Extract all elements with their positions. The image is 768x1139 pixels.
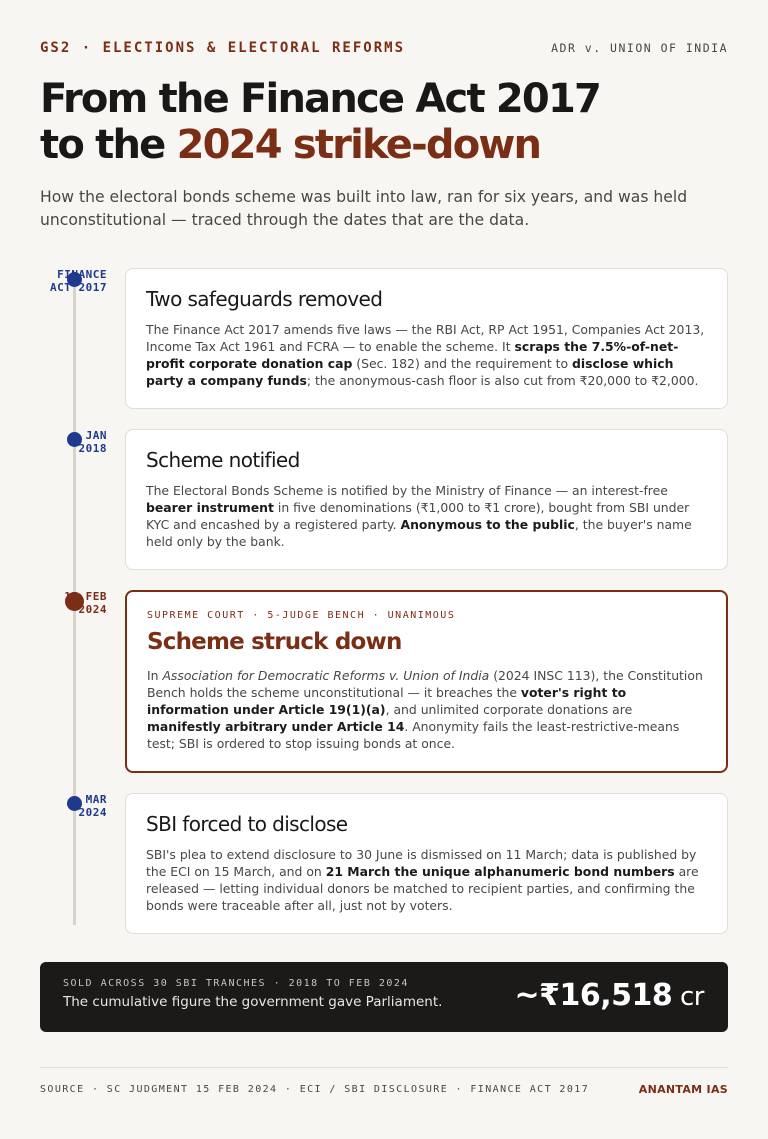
body-text: , the buyer's name held only by the bank. xyxy=(146,517,692,549)
brand-logo-text: ANANTAM IAS xyxy=(638,1083,728,1096)
stat-unit: cr xyxy=(672,982,704,1012)
timeline-card xyxy=(125,429,728,570)
card-body xyxy=(146,321,707,389)
body-text: , and unlimited corporate donations are xyxy=(385,702,633,717)
body-text: in five denominations (₹1,000 to ₹1 crore), bought from SBI under KYC and encashed by a registered party. xyxy=(146,500,690,532)
stat-kicker: SOLD ACROSS 30 SBI TRANCHES · 2018 TO FEB 2024 xyxy=(63,978,409,989)
card-body xyxy=(146,846,707,914)
timeline-card xyxy=(125,793,728,934)
timeline-card xyxy=(125,268,728,409)
emphasis-text: bearer instrument xyxy=(146,500,274,515)
body-text: In xyxy=(147,668,163,683)
footer xyxy=(40,1083,728,1096)
card-body xyxy=(147,667,706,752)
emphasis-text: disclose which party a company funds xyxy=(146,356,674,388)
timeline-date-line-2: 2024 xyxy=(78,603,107,616)
stat-amount: ~₹16,518 xyxy=(514,978,673,1013)
card-body xyxy=(146,482,707,550)
stat-value xyxy=(514,978,704,1013)
timeline-date-line-1: 15 FEB xyxy=(64,590,107,603)
title-line-2-prefix: to the xyxy=(40,122,177,168)
card-title: Scheme struck down xyxy=(147,629,402,655)
case-reference: ADR v. UNION OF INDIA xyxy=(551,41,728,55)
timeline-date-line-1: MAR xyxy=(85,793,107,806)
emphasis-text: 21 March the unique alphanumeric bond numbers xyxy=(325,864,675,879)
card-title: Scheme notified xyxy=(146,448,300,472)
timeline-date xyxy=(79,793,108,819)
case-name-text: Association for Democratic Reforms v. Union of India xyxy=(162,668,490,683)
body-text: . Anonymity fails the least-restrictive-means test; SBI is ordered to stop issuing bonds at once. xyxy=(147,719,680,751)
timeline-date-line-1: FINANCE xyxy=(57,268,107,281)
timeline-date-line-2: ACT 2017 xyxy=(50,281,107,294)
emphasis-text: voter's right to information under Article 19(1)(a) xyxy=(147,685,627,717)
body-text: (Sec. 182) and the requirement to xyxy=(352,356,573,371)
card-title: SBI forced to disclose xyxy=(146,812,348,836)
emphasis-text: Anonymous to the public xyxy=(400,517,575,532)
timeline-date xyxy=(79,429,108,455)
page-title xyxy=(40,76,740,168)
body-text: are released — letting individual donors be matched to recipient parties, and confirming the bonds were traceable after all, just not by voters. xyxy=(146,864,699,913)
section-kicker: GS2 · ELECTIONS & ELECTORAL REFORMS xyxy=(40,40,406,56)
emphasis-text: manifestly arbitrary under Article 14 xyxy=(147,719,405,734)
body-text: (2024 INSC 113), the Constitution Bench holds the scheme unconstitutional — it breaches the xyxy=(147,668,703,700)
title-line-1: From the Finance Act 2017 xyxy=(40,76,601,122)
body-text: The Finance Act 2017 amends five laws — the RBI Act, RP Act 1951, Companies Act 2013, Income Tax Act 1961 and FCRA — to enable the scheme. It xyxy=(146,322,705,354)
timeline-card-featured xyxy=(125,590,728,773)
stat-caption: The cumulative figure the government gave Parliament. xyxy=(63,994,443,1010)
card-title: Two safeguards removed xyxy=(146,287,383,311)
footer-divider xyxy=(40,1067,728,1068)
timeline-date-line-2: 2024 xyxy=(78,806,107,819)
timeline-date-line-1: JAN xyxy=(85,429,107,442)
timeline-date-line-2: 2018 xyxy=(78,442,107,455)
stat-box xyxy=(40,962,728,1032)
body-text: SBI's plea to extend disclosure to 30 June is dismissed on 11 March; data is published by the ECI on 15 March, and on xyxy=(146,847,697,879)
source-line: SOURCE · SC JUDGMENT 15 FEB 2024 · ECI / SBI DISCLOSURE · FINANCE ACT 2017 xyxy=(40,1084,590,1095)
body-text: The Electoral Bonds Scheme is notified by the Ministry of Finance — an interest-free xyxy=(146,483,668,498)
card-tagline: SUPREME COURT · 5-JUDGE BENCH · UNANIMOUS xyxy=(147,610,456,621)
emphasis-text: scraps the 7.5%-of-net-profit corporate donation cap xyxy=(146,339,679,371)
body-text: ; the anonymous-cash floor is also cut from ₹20,000 to ₹2,000. xyxy=(306,373,699,388)
timeline-date xyxy=(50,268,107,294)
top-bar xyxy=(40,40,728,56)
title-line-2-accent: 2024 strike-down xyxy=(176,122,541,168)
timeline-date xyxy=(64,590,107,616)
page-subtitle: How the electoral bonds scheme was built into law, ran for six years, and was held unconstitutional — traced through the dates that are the data. xyxy=(40,188,688,229)
